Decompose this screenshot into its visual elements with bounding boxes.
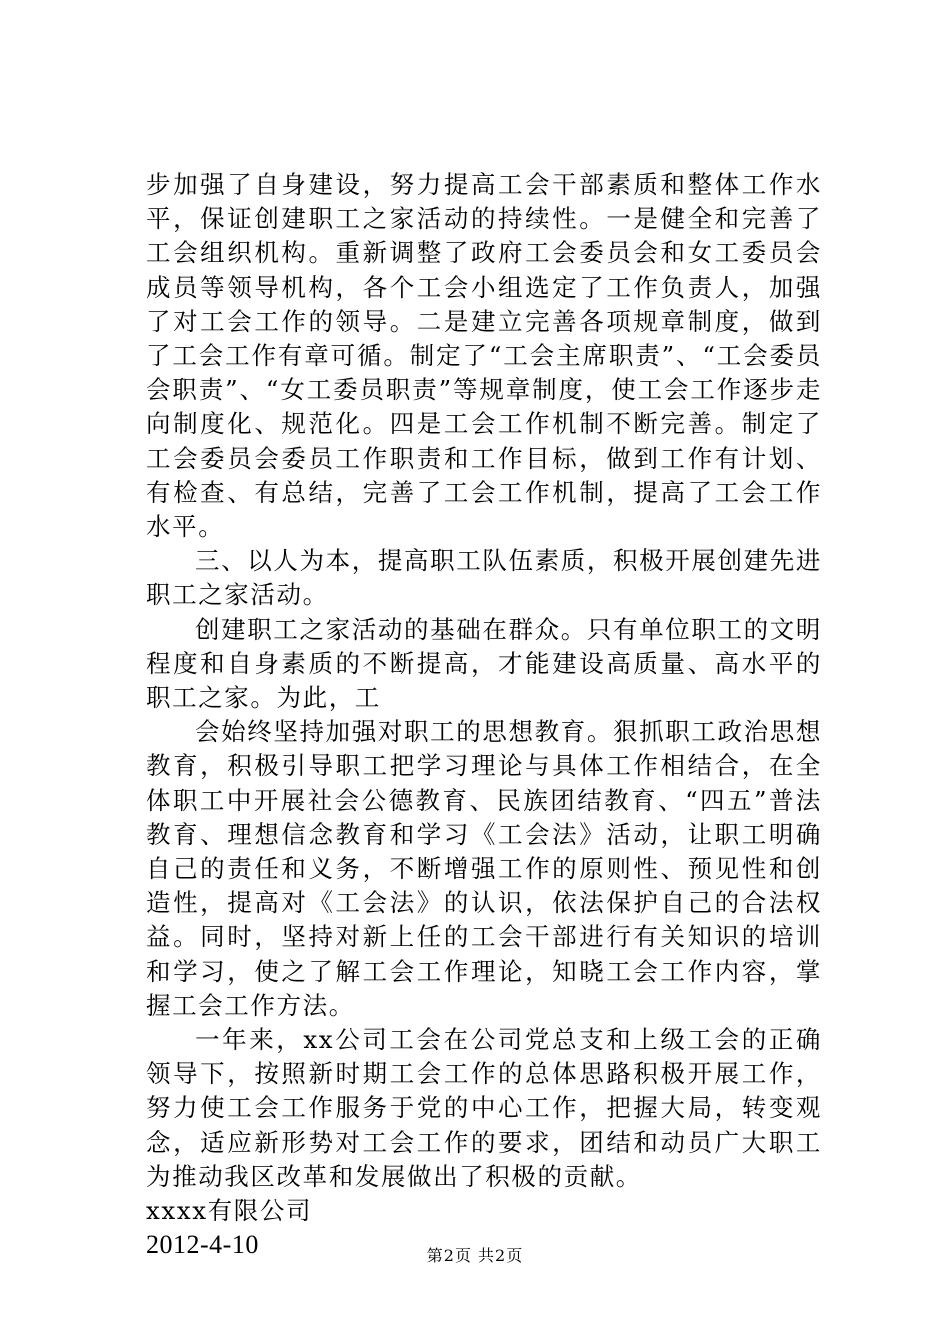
document-body [146,168,822,1263]
paragraph-education: 会始终坚持加强对职工的思想教育。狠抓职工政治思想教育，积极引导职工把学习理论与具体工作相结合，在全体职工中开展社会公德教育、民族团结教育、“四五”普法教育、理想信念教育和学习《工会法》活动，让职工明确自己的责任和义务，不断增强工作的原则性、预见性和创造性，提高对《工会法》的认识，依法保护自己的合法权益。同时，坚持对新上任的工会干部进行有关知识的培训和学习，使之了解工会工作理论，知晓工会工作内容，掌握工会工作方法。 [146,717,822,1020]
paragraph-foundation: 创建职工之家活动的基础在群众。只有单位职工的文明程度和自身素质的不断提高，才能建设高质量、高水平的职工之家。为此，工 [146,614,822,713]
signature-company: xxxx有限公司 [146,1196,313,1226]
signature-date: 2012-4-10 [146,1230,259,1260]
paragraph-summary: 一年来，xx公司工会在公司党总支和上级工会的正确领导下，按照新时期工会工作的总体思路积极开展工作，努力使工会工作服务于党的中心工作，把握大局，转变观念，适应新形势对工会工作的要求，团结和动员广大职工为推动我区改革和发展做出了积极的贡献。 [146,1025,822,1191]
page-number-footer: 第2页 共2页 [426,1246,524,1265]
paragraph-union-building: 步加强了自身建设，努力提高工会干部素质和整体工作水平，保证创建职工之家活动的持续性。一是健全和完善了工会组织机构。重新调整了政府工会委员会和女工委员会成员等领导机构，各个工会小组选定了工作负责人，加强了对工会工作的领导。二是建立完善各项规章制度，做到了工会工作有章可循。制定了“工会主席职责”、“工会委员会职责”、“女工委员职责”等规章制度，使工会工作逐步走向制度化、规范化。四是工会工作机制不断完善。制定了工会委员会委员工作职责和工作目标，做到工作有计划、有检查、有总结，完善了工会工作机制，提高了工会工作水平。 [146,170,822,542]
section-heading-three: 三、以人为本，提高职工队伍素质，积极开展创建先进职工之家活动。 [146,546,822,610]
